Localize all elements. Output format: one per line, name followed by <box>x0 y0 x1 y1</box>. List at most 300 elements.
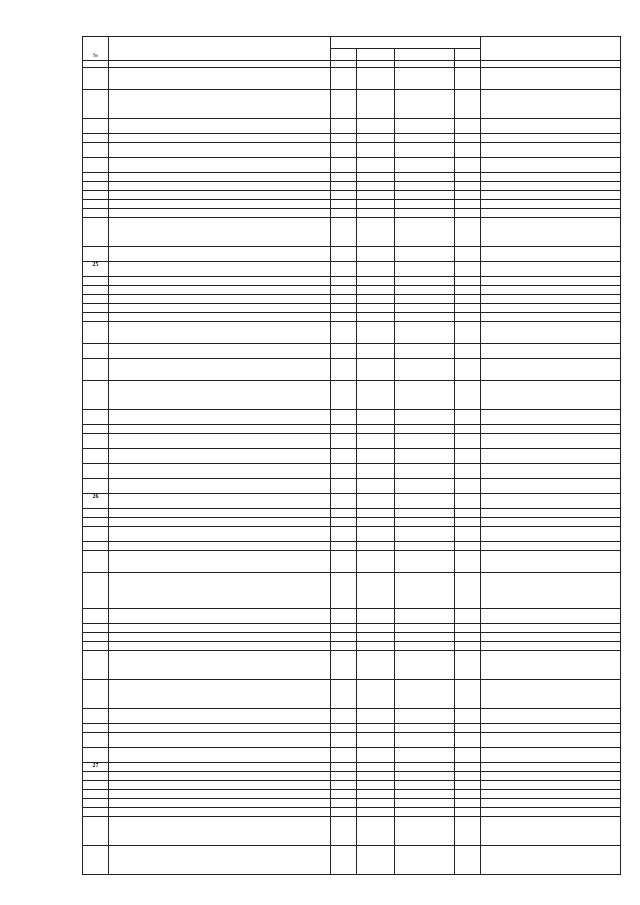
row-number <box>83 247 109 262</box>
row-amount <box>481 651 621 680</box>
table-row <box>83 846 621 875</box>
row-number <box>83 313 109 322</box>
row-amount <box>481 551 621 573</box>
row-name <box>109 733 331 748</box>
table-row <box>83 609 621 624</box>
row-grbs <box>331 680 357 709</box>
row-grbs <box>331 527 357 542</box>
row-type <box>455 262 481 277</box>
row-grbs <box>331 624 357 633</box>
row-grbs <box>331 304 357 313</box>
row-amount <box>481 479 621 494</box>
row-section <box>357 134 395 143</box>
row-grbs <box>331 200 357 209</box>
row-grbs <box>331 434 357 449</box>
row-grbs <box>331 295 357 304</box>
row-amount <box>481 322 621 344</box>
table-row <box>83 527 621 542</box>
table-row <box>83 182 621 191</box>
row-target <box>395 209 455 218</box>
table-row <box>83 381 621 410</box>
row-number <box>83 772 109 781</box>
row-grbs <box>331 68 357 90</box>
row-type <box>455 218 481 247</box>
row-target <box>395 344 455 359</box>
row-number <box>83 781 109 790</box>
row-name <box>109 724 331 733</box>
row-amount <box>481 344 621 359</box>
row-number <box>83 808 109 817</box>
row-number <box>83 799 109 808</box>
row-target <box>395 733 455 748</box>
row-type <box>455 609 481 624</box>
header-target <box>395 49 455 61</box>
row-number <box>83 733 109 748</box>
row-target <box>395 633 455 642</box>
row-number <box>83 846 109 875</box>
row-type <box>455 479 481 494</box>
row-target <box>395 551 455 573</box>
row-name <box>109 772 331 781</box>
table-row <box>83 724 621 733</box>
row-grbs <box>331 763 357 772</box>
table-row <box>83 173 621 182</box>
row-type <box>455 624 481 633</box>
table-row <box>83 790 621 799</box>
row-number <box>83 680 109 709</box>
table-row <box>83 68 621 90</box>
table-row <box>83 772 621 781</box>
row-type <box>455 381 481 410</box>
row-number <box>83 609 109 624</box>
header-grbs <box>331 49 357 61</box>
row-grbs <box>331 286 357 295</box>
row-type <box>455 119 481 134</box>
row-grbs <box>331 143 357 158</box>
row-section <box>357 642 395 651</box>
header-number: № <box>83 37 109 61</box>
row-amount <box>481 733 621 748</box>
row-name <box>109 158 331 173</box>
row-number: 26 <box>83 494 109 509</box>
row-number <box>83 119 109 134</box>
table-row <box>83 808 621 817</box>
row-grbs <box>331 790 357 799</box>
row-name <box>109 68 331 90</box>
row-amount <box>481 173 621 182</box>
row-number <box>83 542 109 551</box>
row-amount <box>481 286 621 295</box>
row-grbs <box>331 817 357 846</box>
row-name <box>109 143 331 158</box>
row-number <box>83 527 109 542</box>
row-type <box>455 277 481 286</box>
row-number: 25 <box>83 262 109 277</box>
row-name <box>109 846 331 875</box>
row-type <box>455 359 481 381</box>
row-amount <box>481 295 621 304</box>
row-type <box>455 509 481 518</box>
row-grbs <box>331 410 357 425</box>
column-number <box>481 61 621 68</box>
row-target <box>395 772 455 781</box>
row-name <box>109 518 331 527</box>
row-target <box>395 143 455 158</box>
row-target <box>395 381 455 410</box>
row-grbs <box>331 573 357 609</box>
row-name <box>109 134 331 143</box>
row-section <box>357 277 395 286</box>
row-grbs <box>331 633 357 642</box>
row-number <box>83 434 109 449</box>
row-number <box>83 304 109 313</box>
row-grbs <box>331 733 357 748</box>
header-codes <box>331 37 481 49</box>
row-grbs <box>331 651 357 680</box>
row-number <box>83 277 109 286</box>
row-name <box>109 119 331 134</box>
row-amount <box>481 119 621 134</box>
row-number <box>83 344 109 359</box>
row-section <box>357 846 395 875</box>
row-target <box>395 410 455 425</box>
row-amount <box>481 90 621 119</box>
row-name <box>109 313 331 322</box>
row-grbs <box>331 494 357 509</box>
row-type <box>455 527 481 542</box>
row-amount <box>481 518 621 527</box>
row-number <box>83 286 109 295</box>
row-target <box>395 748 455 763</box>
row-grbs <box>331 173 357 182</box>
row-type <box>455 799 481 808</box>
row-section <box>357 200 395 209</box>
row-amount <box>481 781 621 790</box>
row-grbs <box>331 846 357 875</box>
row-number <box>83 551 109 573</box>
row-grbs <box>331 724 357 733</box>
row-section <box>357 494 395 509</box>
row-target <box>395 518 455 527</box>
row-section <box>357 262 395 277</box>
row-amount <box>481 410 621 425</box>
row-grbs <box>331 642 357 651</box>
table-row <box>83 680 621 709</box>
row-number: 27 <box>83 763 109 772</box>
row-target <box>395 359 455 381</box>
row-number <box>83 209 109 218</box>
row-type <box>455 449 481 464</box>
row-name <box>109 262 331 277</box>
row-section <box>357 527 395 542</box>
row-name <box>109 573 331 609</box>
row-grbs <box>331 322 357 344</box>
row-section <box>357 479 395 494</box>
row-target <box>395 322 455 344</box>
row-amount <box>481 790 621 799</box>
row-target <box>395 642 455 651</box>
row-section <box>357 509 395 518</box>
row-number <box>83 143 109 158</box>
row-target <box>395 609 455 624</box>
row-name <box>109 609 331 624</box>
table-row <box>83 218 621 247</box>
table-row <box>83 200 621 209</box>
row-section <box>357 733 395 748</box>
row-section <box>357 724 395 733</box>
row-number <box>83 518 109 527</box>
row-name <box>109 247 331 262</box>
table-row <box>83 322 621 344</box>
header-amount <box>481 37 621 61</box>
row-target <box>395 709 455 724</box>
row-grbs <box>331 464 357 479</box>
row-grbs <box>331 799 357 808</box>
row-amount <box>481 247 621 262</box>
header-name <box>109 37 331 61</box>
row-name <box>109 200 331 209</box>
row-amount <box>481 304 621 313</box>
table-row <box>83 277 621 286</box>
row-target <box>395 817 455 846</box>
row-type <box>455 173 481 182</box>
row-amount <box>481 425 621 434</box>
row-target <box>395 277 455 286</box>
row-name <box>109 527 331 542</box>
table-row <box>83 518 621 527</box>
row-grbs <box>331 479 357 494</box>
row-amount <box>481 494 621 509</box>
row-amount <box>481 449 621 464</box>
row-grbs <box>331 134 357 143</box>
table-row <box>83 733 621 748</box>
row-number <box>83 748 109 763</box>
row-target <box>395 262 455 277</box>
row-type <box>455 642 481 651</box>
row-name <box>109 781 331 790</box>
row-target <box>395 134 455 143</box>
row-target <box>395 799 455 808</box>
row-name <box>109 464 331 479</box>
row-section <box>357 449 395 464</box>
row-grbs <box>331 772 357 781</box>
table-row <box>83 709 621 724</box>
row-target <box>395 464 455 479</box>
row-section <box>357 247 395 262</box>
row-type <box>455 143 481 158</box>
row-type <box>455 322 481 344</box>
row-amount <box>481 808 621 817</box>
row-section <box>357 313 395 322</box>
table-row <box>83 781 621 790</box>
row-number <box>83 633 109 642</box>
row-type <box>455 191 481 200</box>
row-amount <box>481 763 621 772</box>
row-type <box>455 763 481 772</box>
row-type <box>455 551 481 573</box>
row-name <box>109 410 331 425</box>
row-grbs <box>331 344 357 359</box>
row-type <box>455 134 481 143</box>
row-number <box>83 573 109 609</box>
table-row <box>83 286 621 295</box>
row-section <box>357 799 395 808</box>
row-grbs <box>331 313 357 322</box>
row-number <box>83 182 109 191</box>
row-amount <box>481 799 621 808</box>
row-name <box>109 651 331 680</box>
row-name <box>109 304 331 313</box>
row-grbs <box>331 191 357 200</box>
row-target <box>395 191 455 200</box>
row-number <box>83 218 109 247</box>
row-section <box>357 817 395 846</box>
row-amount <box>481 573 621 609</box>
row-name <box>109 551 331 573</box>
column-numbers-row <box>83 61 621 68</box>
row-amount <box>481 748 621 763</box>
table-row <box>83 434 621 449</box>
row-type <box>455 772 481 781</box>
row-amount <box>481 817 621 846</box>
table-row <box>83 143 621 158</box>
row-number <box>83 509 109 518</box>
row-number <box>83 817 109 846</box>
row-section <box>357 173 395 182</box>
row-grbs <box>331 277 357 286</box>
row-section <box>357 808 395 817</box>
row-amount <box>481 313 621 322</box>
row-number <box>83 158 109 173</box>
row-amount <box>481 709 621 724</box>
row-section <box>357 209 395 218</box>
row-target <box>395 247 455 262</box>
row-amount <box>481 359 621 381</box>
row-target <box>395 295 455 304</box>
row-number <box>83 709 109 724</box>
row-amount <box>481 218 621 247</box>
row-target <box>395 527 455 542</box>
row-grbs <box>331 209 357 218</box>
row-grbs <box>331 262 357 277</box>
row-section <box>357 295 395 304</box>
row-target <box>395 542 455 551</box>
row-amount <box>481 609 621 624</box>
row-grbs <box>331 709 357 724</box>
row-type <box>455 573 481 609</box>
row-type <box>455 158 481 173</box>
row-amount <box>481 642 621 651</box>
row-section <box>357 359 395 381</box>
row-grbs <box>331 425 357 434</box>
row-section <box>357 609 395 624</box>
row-section <box>357 90 395 119</box>
table-row <box>83 295 621 304</box>
row-type <box>455 542 481 551</box>
row-name <box>109 799 331 808</box>
row-target <box>395 313 455 322</box>
row-target <box>395 200 455 209</box>
column-number <box>109 61 331 68</box>
row-amount <box>481 381 621 410</box>
row-target <box>395 218 455 247</box>
row-name <box>109 449 331 464</box>
table-row <box>83 817 621 846</box>
header-type <box>455 49 481 61</box>
row-grbs <box>331 542 357 551</box>
row-target <box>395 781 455 790</box>
row-type <box>455 313 481 322</box>
row-grbs <box>331 381 357 410</box>
row-name <box>109 709 331 724</box>
row-name <box>109 763 331 772</box>
row-section <box>357 633 395 642</box>
table-row <box>83 464 621 479</box>
row-target <box>395 182 455 191</box>
row-amount <box>481 191 621 200</box>
row-amount <box>481 527 621 542</box>
table-row <box>83 425 621 434</box>
table-row <box>83 633 621 642</box>
row-number <box>83 173 109 182</box>
row-name <box>109 748 331 763</box>
row-section <box>357 680 395 709</box>
row-type <box>455 846 481 875</box>
row-name <box>109 434 331 449</box>
row-section <box>357 286 395 295</box>
row-name <box>109 680 331 709</box>
row-number <box>83 449 109 464</box>
row-type <box>455 724 481 733</box>
row-name <box>109 425 331 434</box>
table-row <box>83 449 621 464</box>
row-type <box>455 344 481 359</box>
row-target <box>395 425 455 434</box>
row-target <box>395 790 455 799</box>
row-grbs <box>331 509 357 518</box>
row-amount <box>481 509 621 518</box>
row-target <box>395 846 455 875</box>
row-number <box>83 724 109 733</box>
row-section <box>357 624 395 633</box>
header-section <box>357 49 395 61</box>
table-row <box>83 624 621 633</box>
row-grbs <box>331 449 357 464</box>
row-amount <box>481 158 621 173</box>
row-grbs <box>331 808 357 817</box>
row-name <box>109 191 331 200</box>
row-type <box>455 90 481 119</box>
row-section <box>357 381 395 410</box>
row-name <box>109 286 331 295</box>
table-row <box>83 247 621 262</box>
row-target <box>395 304 455 313</box>
row-amount <box>481 200 621 209</box>
row-type <box>455 733 481 748</box>
row-name <box>109 322 331 344</box>
row-number <box>83 359 109 381</box>
row-grbs <box>331 609 357 624</box>
row-grbs <box>331 781 357 790</box>
row-type <box>455 651 481 680</box>
row-number <box>83 134 109 143</box>
budget-table <box>82 36 621 875</box>
row-section <box>357 68 395 90</box>
row-target <box>395 573 455 609</box>
row-type <box>455 68 481 90</box>
row-grbs <box>331 158 357 173</box>
row-name <box>109 209 331 218</box>
